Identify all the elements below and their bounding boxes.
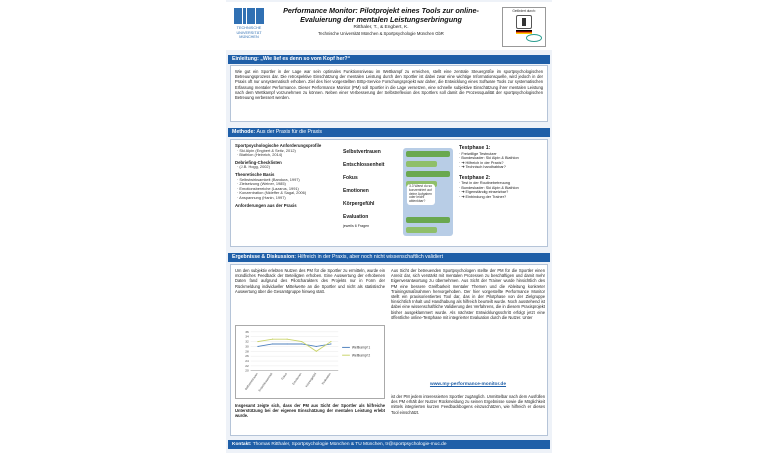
source-heading: Sportpsychologische Anforderungsprofile: [235, 143, 322, 148]
x-tick-label: Entschlossenheit: [257, 371, 274, 393]
x-tick-label: Emotionen: [291, 371, 303, 386]
data-point: [301, 343, 302, 344]
legend-label: Wettkampf 1: [351, 345, 371, 350]
results-right-text: Aus Sicht der betreuenden Sportpsychologen stellte der PM für die Sportler einen Anreiz dar, sich verstärkt mit mentalen Prozessen zu beschäftigen und damit mehr Eigenverantwortung zu übernehmen. Aus Sicht der Trainer wurde hinsichtlich des PM eine bessere Greifbarkeit mentaler Themen und die Ableitung konkreter Trainingsmaßnahmen hervorgehoben. Der hier vorgestellte Performance Monitor stellt ein praxisorientiertes Tool dar, das in der Pilotphase von der Zielgruppe hinsichtlich Inhalt und Handhabung als hilfreich beurteilt wurde. Noch ausstehend ist dabei eine wissenschaftliche Validierung des Verfahrens, die in diesem Praxisprojekt bisher ausgeklammert wurde. Als nächster Entwicklungsschritt erfolgt jetzt eine öffentliche online-Testphase mit integrierter Evaluation durch die Nutzer. Unter: [391, 268, 545, 320]
poster-header: [226, 2, 552, 50]
source-item: · Anspannung (Hanin, 1997): [237, 194, 286, 200]
source-item: · Selbstwirksamkeit (Bandura, 1997): [237, 176, 300, 182]
line-chart: [236, 326, 384, 398]
results-left-text: Um den subjektiv erlebten Nutzen des PM für die Sportler zu ermitteln, wurde ein mündliches Feedback der Beteiligten erhoben. Eine Auswertung der erhobenen Daten fand aufgrund des Pilotcharakters des Projekts nur in Form der Rückmeldung individueller Mittelwerte an die Sportler und nicht als statistische Auswertung über die Gesamtgruppe hinweg statt.: [235, 268, 385, 294]
y-tick-label: 34: [245, 334, 249, 339]
methods-heading-sub: Aus der Praxis für die Praxis: [256, 129, 322, 135]
source-item: · (J.B. Hogg, 2002): [237, 164, 270, 170]
methods-sources: [235, 144, 339, 208]
methods-dimensions: [343, 146, 397, 228]
intro-text: Wie gut ein Sportler in der Lage war sein optimales Funktionsniveau im Wettkampf zu erreichen, stellt eine zentrale Steuergröße im sportpsychologischen Betreuungsprozess dar. Die retrospektive Einschätzung der mentalen Leistung durch den Sportler ist dabei zwar eine wichtige Informationsquelle, wird jedoch in der Praxis oft nur unsystematisch erhoben. Ziel des hier vorgestellten BISp-Service Forschungsprojekt war daher, die Entwicklung eines Software Tools zur systematischen Erfassung mentaler Performance. Dieser Performance Monitor (PM) soll Sportler in die Lage versetzen, eine schnelle subjektive Einschätzung ihrer mentalen Leistung nach dem Wettkampf vorzunehmen zu können. Neben einer Verbesserung der Selbstreflexion des Sportlers soll damit die Prozessqualität der sportpsychologischen Betreuung verbessert werden.: [235, 69, 543, 101]
phase-title: Testphase 1:: [459, 145, 491, 151]
methods-heading-label: Methode:: [232, 129, 256, 135]
y-tick-label: 32: [245, 339, 249, 344]
source-item: · Ski Alpin (Engbert & Seitz, 2012): [237, 147, 296, 153]
answer-bar: [406, 161, 437, 167]
series-line: [258, 339, 331, 351]
dimension-label: Emotionen: [343, 188, 369, 194]
dimensions-note: jeweils 6 Fragen: [343, 224, 370, 228]
data-point: [257, 341, 258, 342]
intro-heading: Einleitung: „Wie lief es denn so vom Kopf her?“: [228, 55, 550, 64]
data-point: [287, 343, 288, 344]
poster-affiliation: Technische Universität München & Sportpsychologie München GbR: [318, 31, 444, 36]
dimension-label: Körpergefühl: [343, 201, 375, 207]
source-item: · Emotionsbereiche (Lazarus, 1991): [237, 185, 299, 191]
data-point: [330, 343, 331, 344]
dimension-label: Fokus: [343, 175, 358, 181]
results-box: [230, 264, 548, 436]
methods-test-phases: [459, 146, 547, 199]
phone-question: 3.3 Warst du so konzentriert auf deine Aufgaben oder leicht ablenkbar?: [407, 184, 435, 205]
intro-box: [230, 65, 548, 122]
phase-item: · ➔ Technisch handhabbar?: [459, 165, 506, 169]
results-heading-sub: Hilfreich in der Praxis, aber noch nicht wissenschaftlich validiert: [297, 254, 444, 260]
y-tick-label: 36: [245, 329, 249, 334]
phase-item: · Freiwillige Testnutzer: [459, 151, 497, 156]
x-tick-label: Selbstvertrauen: [243, 371, 259, 391]
contact-text: Thomas Ritthaler, Sportpsychologie München & TU München, tr@sportpsychologie-muc.de: [252, 442, 447, 447]
methods-box: [230, 139, 548, 247]
data-point: [316, 346, 317, 347]
partner-logo: [526, 34, 542, 42]
data-point: [272, 339, 273, 340]
sponsor-label: Gefördert durch:: [512, 9, 536, 13]
website-link[interactable]: www.my-performance-monitor.de: [429, 382, 507, 387]
legend-label: Wettkampf 2: [351, 353, 371, 358]
phone-mockup: [403, 148, 453, 236]
data-point: [272, 343, 273, 344]
dimension-label: Entschlossenheit: [343, 162, 385, 168]
source-heading: Debriefing-Checklisten: [235, 159, 282, 165]
poster: [226, 0, 552, 453]
y-tick-label: 20: [245, 368, 249, 373]
results-conclusion: Insgesamt zeigte sich, dass der PM aus Sicht der Sportler als hilfreiche Unterstützung bei der eigenen Einschätzung der mentalen Leistung erlebt wurde.: [235, 403, 385, 419]
series-line: [258, 344, 331, 346]
data-point: [330, 341, 331, 342]
y-tick-label: 22: [245, 363, 249, 368]
tum-logo: [234, 8, 264, 46]
poster-authors: Ritthaler, T., & Engbert, K.: [353, 25, 409, 30]
y-tick-label: 26: [245, 354, 249, 359]
source-item: · Zielsetzung (Weiner, 1985): [237, 181, 286, 187]
source-item: · Biathlon (Heinrich, 2014): [237, 152, 283, 158]
results-heading: [228, 253, 550, 262]
data-point: [301, 341, 302, 342]
contact-label: Kontakt:: [232, 442, 252, 447]
title-block: [274, 7, 488, 36]
source-heading: Anforderungen aus der Praxis: [235, 202, 297, 208]
y-tick-label: 30: [245, 344, 249, 349]
results-right-bottom: ist der PM jedem interessierten Sportler zugänglich. Unmittelbar nach dem Ausfüllen des PM erhält der Nutzer Rückmeldung zu seinen Ergebnisse sowie die Möglichkeit mittels integrierten kurzen Feedbackbogens einzuschätzen, wie hilfreich er dieses Tool einschätzt.: [391, 394, 545, 415]
methods-heading: [228, 128, 550, 137]
dimension-label: Evaluation: [343, 214, 369, 220]
source-heading: Theoretische Basis: [235, 171, 275, 177]
phase-item: · ➔ Einbindung der Trainer?: [459, 194, 507, 199]
answer-bar: [406, 171, 450, 177]
data-point: [316, 351, 317, 352]
x-tick-label: Körpergefühl: [304, 371, 318, 388]
phase-title: Testphase 2:: [459, 174, 491, 181]
x-tick-label: Evaluation: [320, 371, 332, 386]
answer-bar: [406, 151, 450, 157]
source-item: · Konzentration (Nideffer & Sagal, 2006): [237, 190, 307, 196]
phase-item: · Bundeskader: Ski Alpin & Biathlon: [459, 185, 519, 190]
tum-logo-mark: [234, 8, 264, 24]
answer-bar: [406, 217, 450, 223]
eagle-icon: [516, 15, 532, 29]
dimension-label: Selbstvertrauen: [343, 149, 381, 155]
poster-title: Performance Monitor: Pilotprojekt eines Tools zur online-Evaluierung der mentalen Leistungserbringung: [283, 6, 479, 24]
phase-item: · Bundeskader: Ski Alpin & Biathlon: [459, 156, 519, 160]
data-point: [257, 346, 258, 347]
y-tick-label: 24: [245, 359, 249, 363]
results-chart: [235, 325, 385, 399]
phase-item: · ➔ Hilfreich in der Praxis?: [459, 160, 504, 165]
answer-bar: [406, 227, 437, 233]
x-tick-label: Fokus: [280, 371, 288, 381]
phase-item: · ➔ Eigenständig einsetzbar?: [459, 190, 509, 194]
phase-item: · Test in der Routinebetreuung: [459, 181, 511, 185]
sponsor-box: [502, 7, 546, 47]
results-heading-label: Ergebnisse & Diskussion:: [232, 254, 296, 260]
contact-bar: [228, 440, 550, 449]
tum-logo-text: TECHNISCHE UNIVERSITÄT MÜNCHEN: [236, 26, 262, 39]
y-tick-label: 28: [245, 349, 249, 354]
data-point: [287, 339, 288, 340]
